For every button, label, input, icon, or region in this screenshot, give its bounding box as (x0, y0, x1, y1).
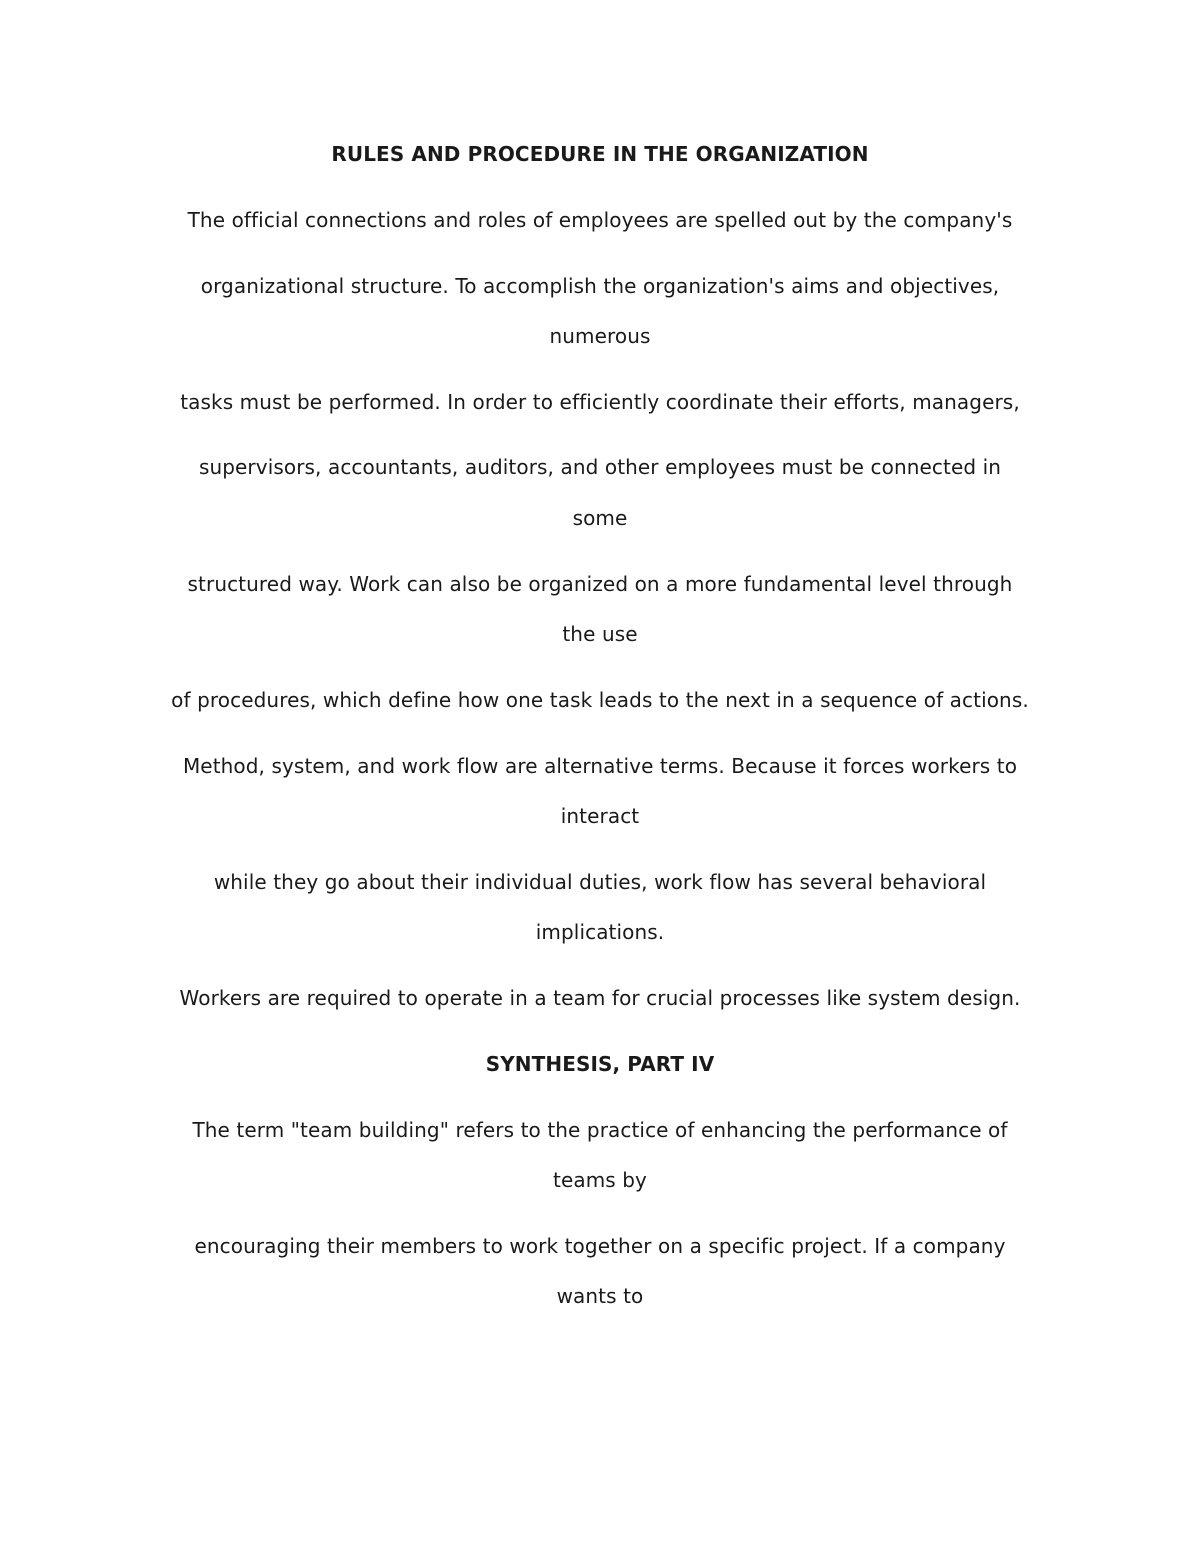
paragraph-line: The term "team building" refers to the practice of enhancing the performance of (192, 1118, 1008, 1142)
paragraph-line: organizational structure. To accomplish the organization's aims and objectives, (200, 274, 1000, 298)
paragraph-line: The official connections and roles of employees are spelled out by the company's (187, 208, 1013, 232)
paragraph-line: the use (562, 622, 638, 646)
paragraph-line: Workers are required to operate in a team for crucial processes like system design. (179, 986, 1021, 1010)
paragraph-line: structured way. Work can also be organized on a more fundamental level through (187, 572, 1013, 596)
paragraph-line: encouraging their members to work together on a specific project. If a company (194, 1234, 1006, 1258)
paragraph-line: wants to (556, 1284, 644, 1308)
paragraph-line: supervisors, accountants, auditors, and other employees must be connected in (198, 455, 1002, 479)
paragraph-line: some (572, 506, 628, 530)
paragraph-line: implications. (535, 920, 665, 944)
paragraph-line: numerous (549, 324, 651, 348)
paragraph-line: while they go about their individual duties, work flow has several behavioral (213, 870, 987, 894)
paragraph-line: tasks must be performed. In order to efficiently coordinate their efforts, managers, (180, 390, 1020, 414)
paragraph-line: of procedures, which define how one task leads to the next in a sequence of actions. (171, 688, 1029, 712)
section-heading-rules: RULES AND PROCEDURE IN THE ORGANIZATION (331, 142, 869, 166)
section-heading-synthesis: SYNTHESIS, PART IV (485, 1052, 715, 1076)
paragraph-line: teams by (553, 1168, 647, 1192)
paragraph-line: interact (560, 804, 640, 828)
paragraph-line: Method, system, and work flow are alternative terms. Because it forces workers to (182, 754, 1018, 778)
